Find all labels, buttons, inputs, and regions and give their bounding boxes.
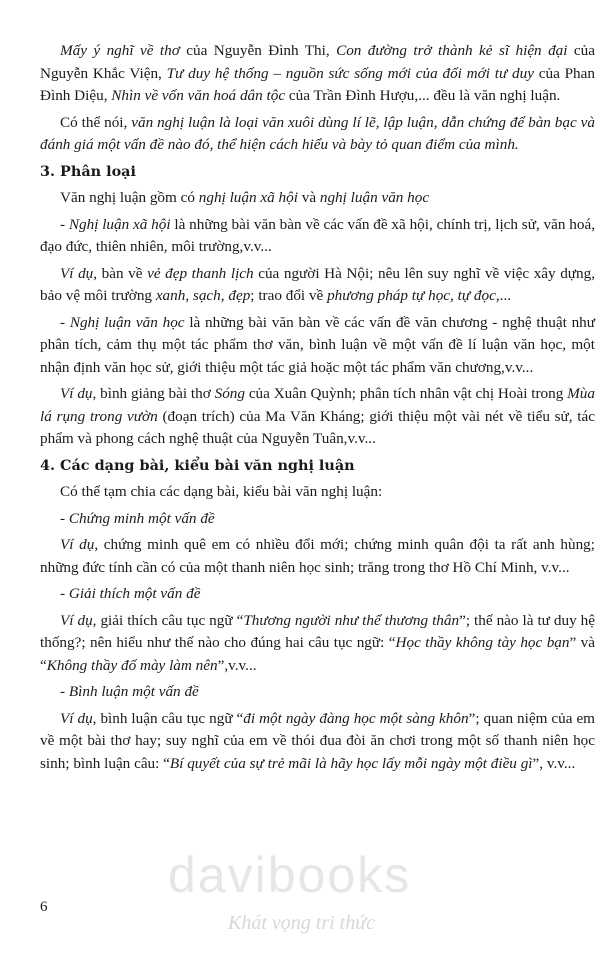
italic-run: Ví dụ [60,536,95,553]
italic-run: nghị luận xã hội [198,189,298,206]
text-run: của Phan Đình Diệu, [40,64,595,104]
text-run: , chứng minh quê em có nhiều đổi mới; chứng minh quân đội ta rất anh hùng; những đức tính cần có của một thanh niên học sinh; trăng trong thơ Hồ Chí Minh, v.v... [40,536,595,576]
page-number: 6 [40,899,48,915]
italic-run: Ví dụ [60,611,93,629]
italic-run: đi một ngày đàng học một sàng khôn [243,709,469,727]
paragraph-types-intro [40,481,595,504]
text-run: ” và “ [40,634,595,674]
text-run: ; trao đổi về [250,287,328,304]
italic-run: Học thầy không tày học bạn [395,634,570,651]
italic-run: Nhìn về vốn văn hoá dân tộc [111,87,286,104]
text-run: - [60,313,70,331]
text-run: - [60,683,69,700]
text-run: - [60,215,69,233]
list-item-comment [40,681,595,704]
text-run: của Nguyễn Khắc Viện, [40,42,595,82]
paragraph-explain-example [40,610,595,678]
italic-run: Nghị luận xã hội [68,215,171,233]
paragraph-prove-example [40,534,595,579]
text-run: của người Hà Nội; nêu lên suy nghĩ về việc xây dựng, bảo vệ môi trường [40,264,596,304]
text-run: , bình luận câu tục ngữ “ [92,709,244,727]
watermark-tagline: Khát vọng tri thức [228,912,376,934]
text-run: , bàn về [93,264,148,282]
italic-run: Mùa lá rụng trong vườn [40,385,595,425]
paragraph-comment-example [40,708,595,776]
italic-run: Ví dụ [60,385,93,402]
italic-run: nghị luận văn học [319,189,430,206]
section-heading-classification: 3. Phân loại [40,162,136,180]
text-run: - [60,509,69,527]
text-run: ,... [495,287,512,304]
italic-run: Không thầy đố mày làm nên [46,656,218,674]
page-body [40,40,595,779]
paragraph-definition [40,112,595,157]
text-run: của Nguyễn Đình Thi, [179,42,337,59]
italic-run: Con đường trở thành kẻ sĩ hiện đại [336,42,568,59]
text-run: , bình giảng bài thơ [92,385,215,402]
text-run: và [297,189,320,206]
text-run: Có thể nói, [60,113,132,131]
italic-run: Giải thích một vấn đề [68,585,201,602]
text-run: , giải thích câu tục ngữ “ [92,611,244,629]
paragraph-literary-example [40,383,595,451]
text-run: Có thể tạm chia các dạng bài, kiểu bài văn nghị luận: [60,483,383,500]
text-run: của Trần Đình Hượu,... đều là văn nghị luận. [285,87,561,104]
watermark-logo: davibooks [168,847,412,903]
italic-run: phương pháp tự học, tự đọc [327,287,496,304]
text-run: ”; quan niệm của em về một bài thơ hay; suy nghĩ của em về thói đua đòi ăn chơi trong một số thanh niên học sinh; bình luận câu: “ [40,709,595,772]
paragraph-social-example [40,263,595,308]
text-run: ”; thế nào là tư duy hệ thống?; nên hiểu như thế nào cho đúng hai câu tục ngữ: “ [40,611,595,651]
italic-run: Bình luận một vấn đề [68,683,199,700]
text-run: - [60,585,69,602]
italic-run: văn nghị luận là loại văn xuôi dùng lí lẽ, lập luận, dẫn chứng để bàn bạc và đánh giá một vấn đề nào đó, thể hiện cách hiểu và bày tỏ quan điểm của mình. [40,113,595,153]
text-run: Văn nghị luận gồm có [60,189,199,206]
paragraph-classification-intro [40,187,595,210]
italic-run: Ví dụ [60,709,93,727]
italic-run: Mấy ý nghĩ về thơ [60,42,180,59]
paragraph-literary-argument [40,312,595,380]
text-run: là những bài văn bàn về các vấn đề xã hội, chính trị, lịch sử, văn hoá, đạo đức, thiên nhiên, môi trường,v.v... [40,215,596,255]
text-run: ”, v.v... [532,754,576,772]
paragraph-examples-works [40,40,595,108]
section-heading-essay-types: 4. Các dạng bài, kiểu bài văn nghị luận [40,456,355,474]
list-item-explain [40,583,595,606]
text-run: là những bài văn bàn về các vấn đề văn chương - nghệ thuật như phân tích, cảm thụ một tác phẩm thơ văn, bình luận về một vấn đề lí luận văn học, một nhận định văn học sử, giới thiệu một tác giả hoặc một tác phẩm văn chương,v.v... [40,313,595,376]
italic-run: Nghị luận văn học [69,313,185,331]
list-item-prove [40,508,595,531]
paragraph-social-argument [40,214,595,259]
italic-run: Sóng [214,385,245,402]
text-run: (đoạn trích) của Ma Văn Kháng; giới thiệu một vài nét về tiểu sử, tác phẩm và phong cách nghệ thuật của Nguyễn Tuân,v.v... [40,407,596,447]
italic-run: vẻ đẹp thanh lịch [147,264,254,282]
italic-run: xanh, sạch, đẹp [155,287,251,304]
text-run: của Xuân Quỳnh; phân tích nhân vật chị Hoài trong [244,385,568,402]
italic-run: Bí quyết của sự trẻ mãi là hãy học lấy mỗi ngày một điều gì [169,754,533,772]
italic-run: Ví dụ [60,264,94,282]
italic-run: Tư duy hệ thống – nguồn sức sống mới của đổi mới tư duy [166,64,534,82]
italic-run: Chứng minh một vấn đề [68,509,215,527]
text-run: ”,v.v... [217,656,257,674]
italic-run: Thương người như thể thương thân [243,611,460,629]
